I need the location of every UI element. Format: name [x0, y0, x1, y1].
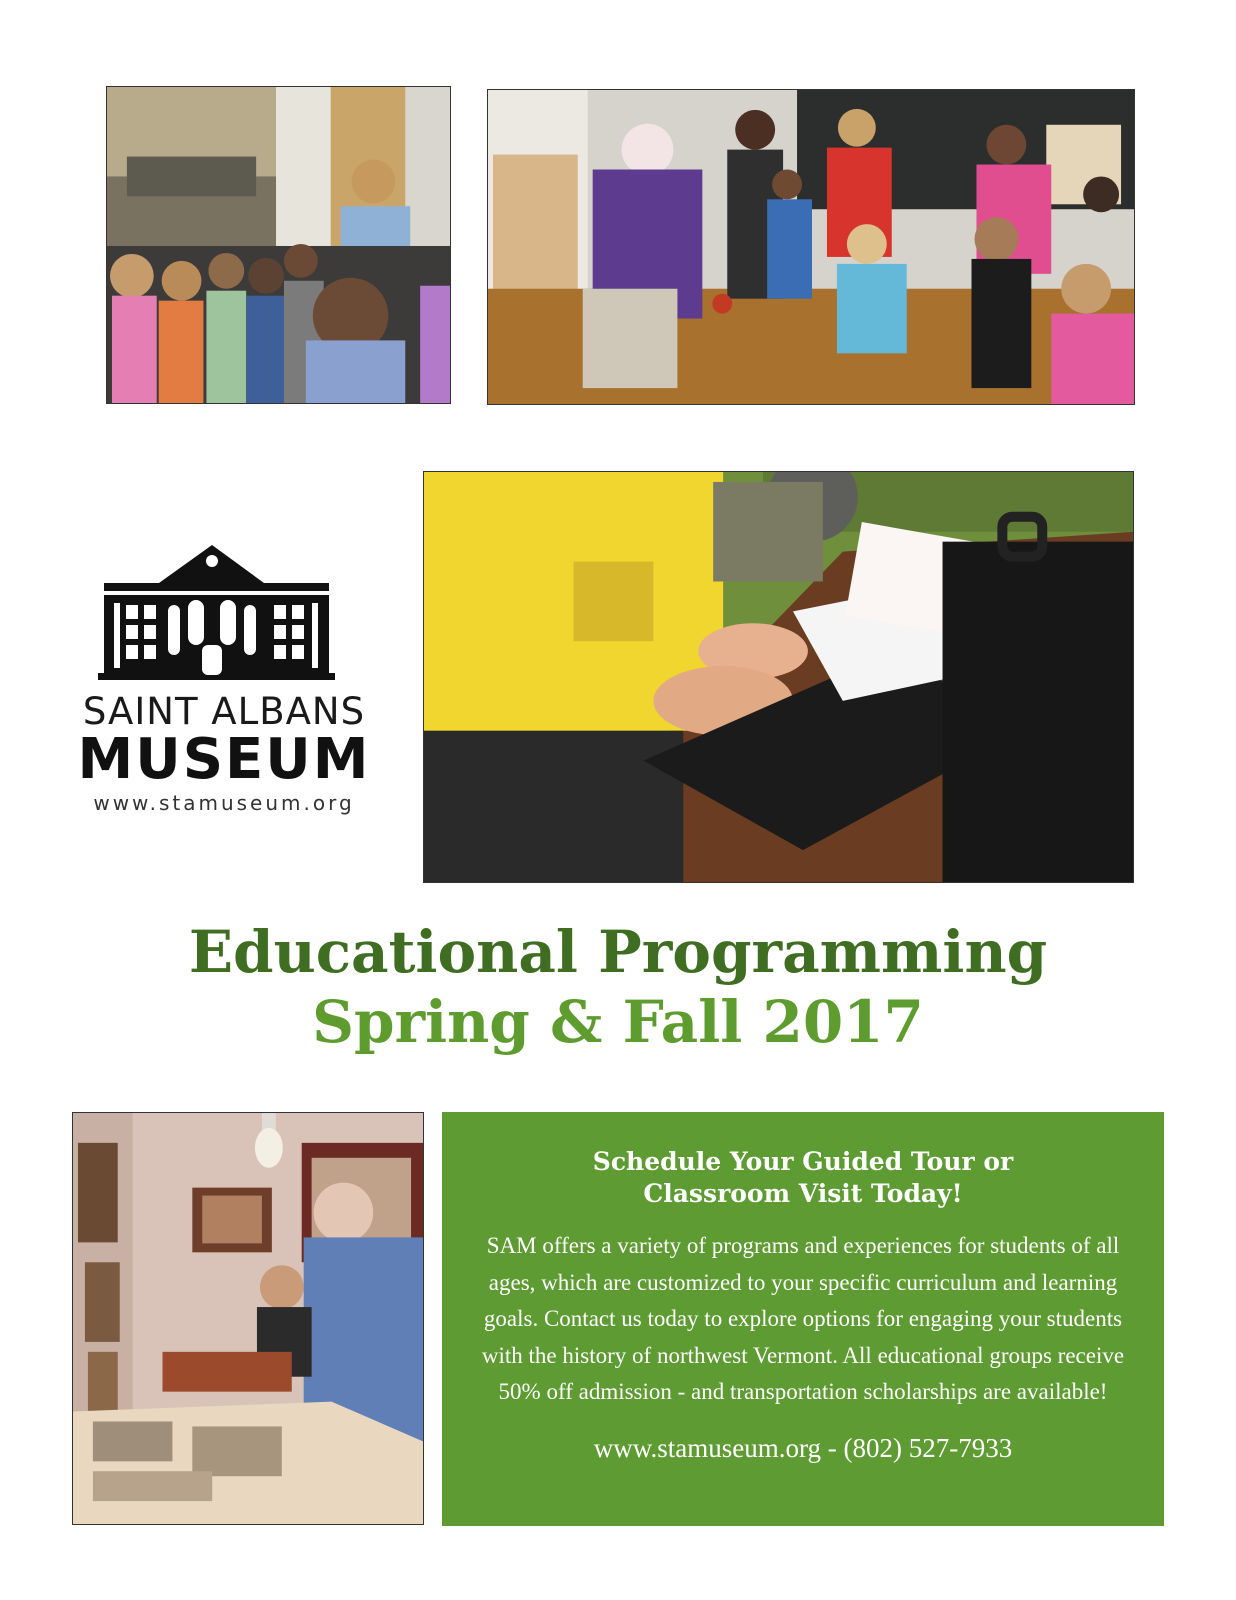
photo-children-gallery-tour [106, 86, 451, 404]
info-heading-line2: Classroom Visit Today! [643, 1179, 963, 1208]
page-title-main: Educational Programming [188, 918, 1048, 986]
logo-website: www.stamuseum.org [93, 791, 355, 815]
schedule-info-box [442, 1112, 1164, 1526]
info-heading [503, 1146, 1103, 1210]
photo-child-typewriter [423, 471, 1134, 883]
museum-building-icon [74, 545, 374, 685]
info-heading-line1: Schedule Your Guided Tour or [592, 1147, 1014, 1176]
photo-schoolroom-interpreter [487, 89, 1135, 405]
info-body-text: SAM offers a variety of programs and experiences for students of all ages, which are customized to your specific curriculum and learning goals. Contact us today to explore options for engaging your students with the history of northwest Vermont. All educational groups receive 50% off admission - and transportation scholarships are available! [481, 1233, 1125, 1404]
logo-name-line: SAINT ALBANS [82, 690, 366, 733]
contact-line: www.stamuseum.org - (802) 527-7933 [593, 1432, 1013, 1463]
saint-albans-museum-logo [74, 545, 374, 815]
photo-newspaper-archive [72, 1112, 424, 1525]
page-title-season: Spring & Fall 2017 [312, 988, 924, 1056]
logo-museum-word: MUSEUM [77, 727, 371, 792]
